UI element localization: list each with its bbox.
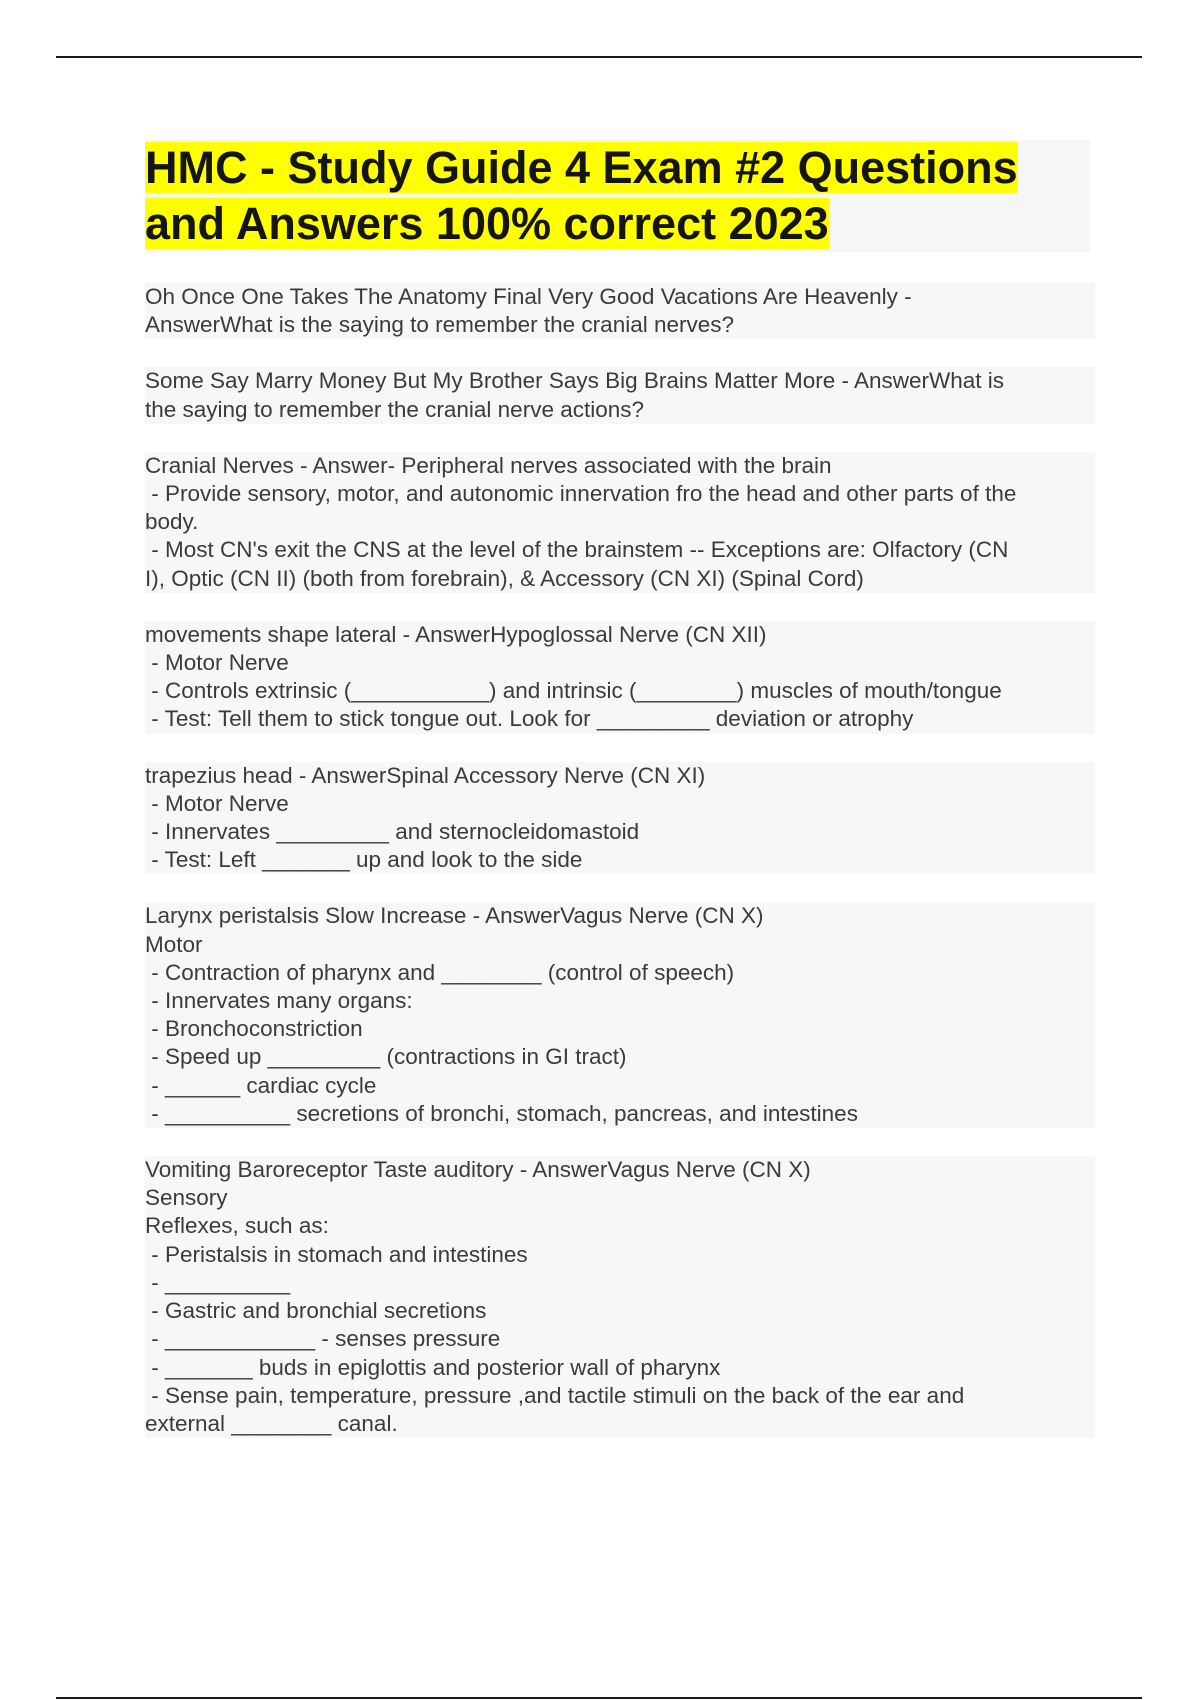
title-line-2: and Answers 100% correct 2023: [145, 198, 829, 249]
paragraph-line: Oh Once One Takes The Anatomy Final Very Good Vacations Are Heavenly -: [145, 284, 912, 309]
paragraph-line: Cranial Nerves - Answer- Peripheral nerves associated with the brain: [145, 452, 832, 478]
paragraph-line: Motor: [145, 931, 203, 957]
document-body: [145, 283, 1095, 1466]
qa-paragraph: [145, 452, 1095, 593]
paragraph-line: - Motor Nerve: [145, 790, 289, 816]
paragraph-line: Larynx peristalsis Slow Increase - AnswerVagus Nerve (CN X): [145, 903, 764, 929]
qa-paragraph: [145, 902, 1095, 1128]
paragraph-line: Reflexes, such as:: [145, 1213, 329, 1239]
paragraph-line: - __________: [145, 1269, 291, 1295]
paragraph-line: - Contraction of pharynx and ________ (control of speech): [145, 959, 735, 985]
title-line-1: HMC - Study Guide 4 Exam #2 Questions: [145, 142, 1018, 193]
paragraph-line: - Most CN's exit the CNS at the level of the brainstem -- Exceptions are: Olfactory (CN: [145, 537, 1009, 563]
qa-paragraph: [145, 1156, 1095, 1438]
paragraph-line: AnswerWhat is the saying to remember the cranial nerves?: [145, 312, 735, 338]
paragraph-line: - Gastric and bronchial secretions: [145, 1298, 487, 1324]
paragraph-line: movements shape lateral - AnswerHypoglossal Nerve (CN XII): [145, 621, 767, 647]
paragraph-line: I), Optic (CN II) (both from forebrain), & Accessory (CN XI) (Spinal Cord): [145, 565, 864, 591]
paragraph-line: Some Say Marry Money But My Brother Says Big Brains Matter More - AnswerWhat is: [145, 368, 1005, 394]
bottom-rule: [56, 1697, 1142, 1699]
paragraph-line: - Motor Nerve: [145, 650, 289, 676]
paragraph-line: the saying to remember the cranial nerve actions?: [145, 396, 645, 422]
qa-paragraph: [145, 621, 1095, 734]
qa-paragraph: [145, 762, 1095, 875]
paragraph-line: - Provide sensory, motor, and autonomic innervation fro the head and other parts of the: [145, 481, 1017, 507]
paragraph-line: Vomiting Baroreceptor Taste auditory - AnswerVagus Nerve (CN X): [145, 1157, 811, 1183]
document-title: [145, 140, 1090, 252]
paragraph-line: - _______ buds in epiglottis and posterior wall of pharynx: [145, 1354, 721, 1380]
paragraph-line: - Test: Tell them to stick tongue out. Look for _________ deviation or atrophy: [145, 706, 914, 732]
paragraph-line: - Peristalsis in stomach and intestines: [145, 1241, 528, 1267]
paragraph-line: - Test: Left _______ up and look to the side: [145, 847, 583, 873]
paragraph-line: - ______ cardiac cycle: [145, 1072, 377, 1098]
top-rule: [56, 56, 1142, 58]
paragraph-line: - Sense pain, temperature, pressure ,and tactile stimuli on the back of the ear and: [145, 1382, 965, 1408]
paragraph-line: - __________ secretions of bronchi, stomach, pancreas, and intestines: [145, 1100, 858, 1126]
qa-paragraph: [145, 283, 1095, 339]
paragraph-line: - Controls extrinsic (___________) and intrinsic (________) muscles of mouth/tongue: [145, 678, 1002, 704]
paragraph-line: trapezius head - AnswerSpinal Accessory Nerve (CN XI): [145, 762, 706, 788]
paragraph-line: - Innervates _________ and sternocleidomastoid: [145, 819, 640, 845]
qa-paragraph: [145, 367, 1095, 423]
paragraph-line: external ________ canal.: [145, 1410, 398, 1436]
paragraph-line: - Bronchoconstriction: [145, 1016, 363, 1042]
paragraph-line: body.: [145, 509, 199, 535]
paragraph-line: - Speed up _________ (contractions in GI tract): [145, 1044, 627, 1070]
paragraph-line: - ____________ - senses pressure: [145, 1326, 501, 1352]
paragraph-line: Sensory: [145, 1185, 228, 1211]
paragraph-line: - Innervates many organs:: [145, 988, 413, 1014]
